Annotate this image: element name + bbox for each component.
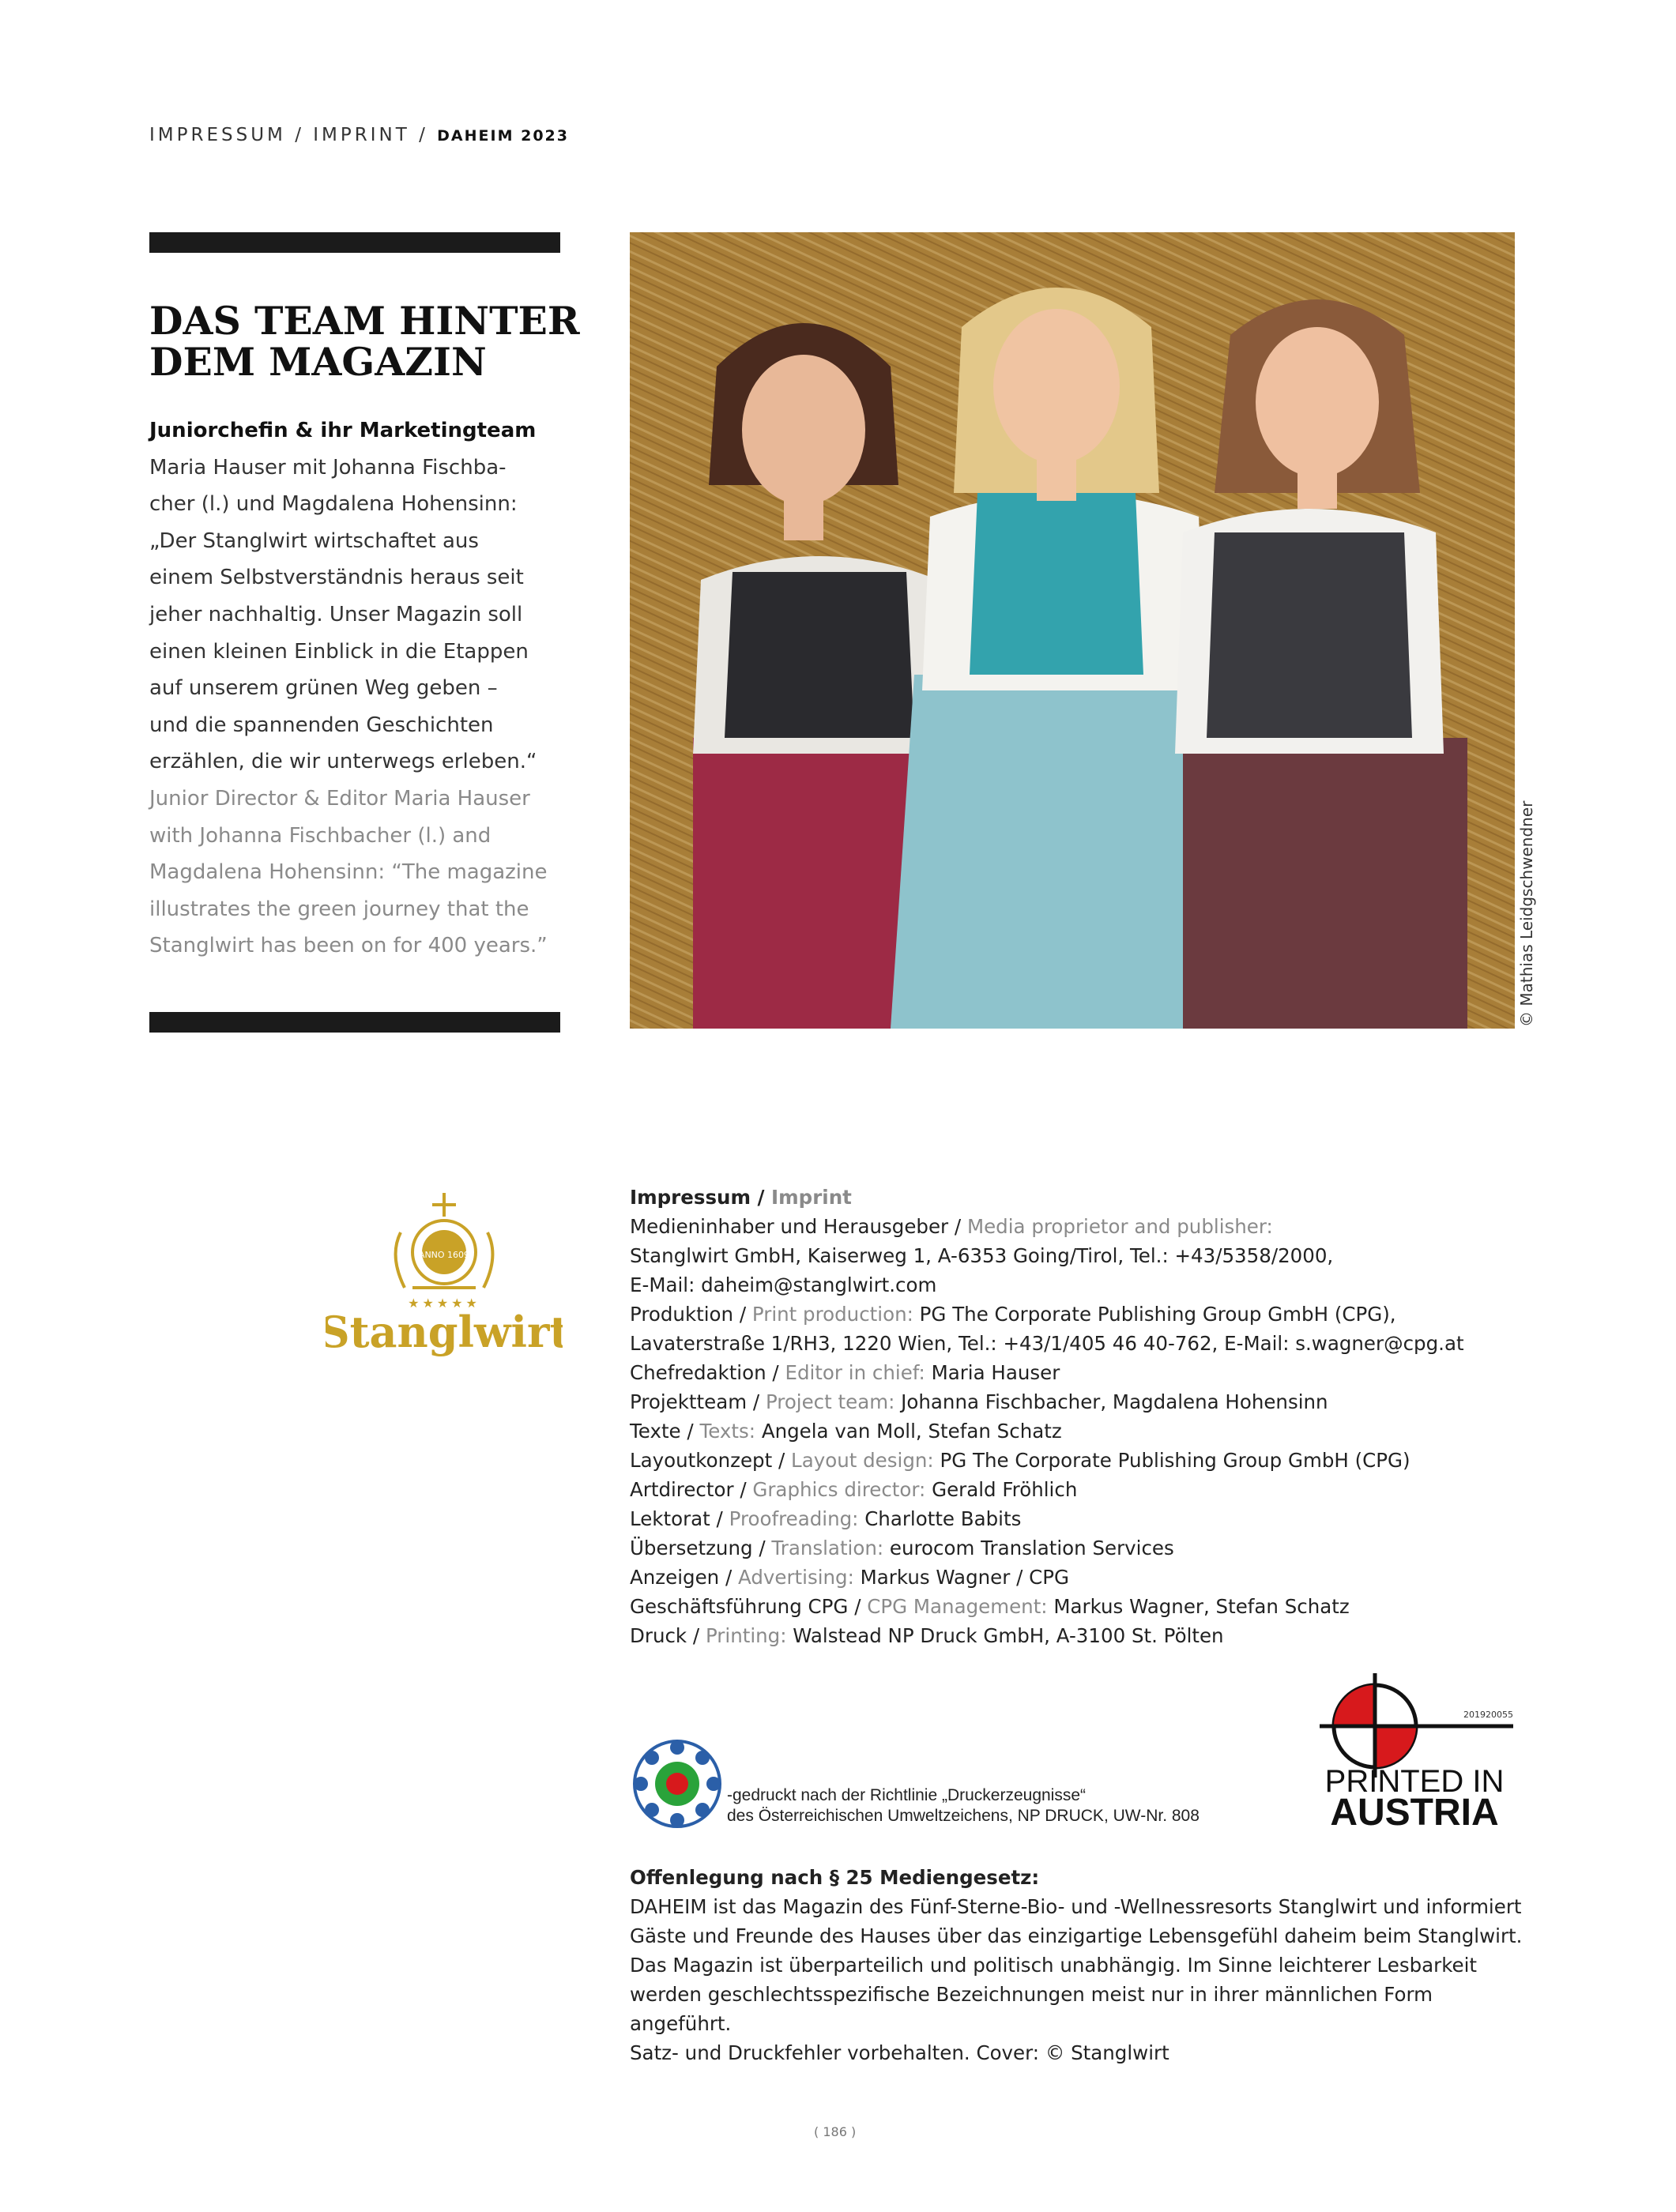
crosshair-icon <box>1312 1667 1517 1833</box>
stanglwirt-logo <box>326 1185 563 1359</box>
top-divider-bar <box>149 232 560 253</box>
photo-credit: © Mathias Leidgschwendner <box>1517 800 1536 1027</box>
imprint-row <box>630 1212 1515 1241</box>
page-number-value: 186 <box>823 2124 847 2139</box>
imprint-label-de: Anzeigen / <box>630 1566 739 1589</box>
disclosure-heading: Offenlegung nach § 25 Mediengesetz: <box>630 1866 1040 1889</box>
imprint-value: PG The Corporate Publishing Group GmbH (CPG), <box>919 1303 1396 1326</box>
imprint-value: PG The Corporate Publishing Group GmbH (CPG) <box>940 1449 1410 1472</box>
imprint-label-de: Chefredaktion / <box>630 1361 785 1384</box>
imprint-label-de: Druck / <box>630 1624 706 1647</box>
svg-text:Stanglwirt: Stanglwirt <box>326 1307 563 1357</box>
imprint-heading-en: Imprint <box>771 1186 852 1209</box>
imprint-label-en: Media proprietor and publisher: <box>966 1215 1273 1238</box>
running-header <box>149 125 569 145</box>
imprint-label-en: Project team: <box>765 1390 902 1413</box>
disclosure-line: Das Magazin ist überparteilich und politisch unabhängig. Im Sinne leichterer Lesbarkeit <box>630 1954 1478 1977</box>
imprint-label-de: Layoutkonzept / <box>630 1449 792 1472</box>
imprint-label-de: Produktion / <box>630 1303 752 1326</box>
imprint-value: Charlotte Babits <box>864 1507 1022 1530</box>
text-en-line: illustrates the green journey that the <box>149 897 529 921</box>
imprint-row <box>630 1270 1515 1300</box>
imprint-label-de: Lektorat / <box>630 1507 729 1530</box>
imprint-label-de: Texte / <box>630 1420 700 1443</box>
imprint-label-en: Translation: <box>771 1537 890 1559</box>
imprint-row <box>630 1241 1515 1270</box>
header-section: IMPRESSUM / IMPRINT / <box>149 125 438 145</box>
imprint-row <box>630 1358 1515 1387</box>
ecolabel-text <box>727 1785 1200 1826</box>
imprint-heading <box>630 1183 1515 1212</box>
imprint-value: Gerald Fröhlich <box>932 1478 1078 1501</box>
team-photo <box>630 232 1515 1029</box>
imprint-label-en: Texts: <box>699 1420 762 1443</box>
imprint-row <box>630 1592 1515 1621</box>
text-en-line: with Johanna Fischbacher (l.) and <box>149 823 492 848</box>
bottom-divider-bar <box>149 1012 560 1033</box>
imprint-block <box>630 1183 1515 1650</box>
disclosure-line: werden geschlechtsspezifische Bezeichnungen meist nur in ihrer männlichen Form angeführt. <box>630 1983 1433 2035</box>
text-de-line: erzählen, die wir unterwegs erleben.“ <box>149 750 537 774</box>
feature-intro <box>149 412 568 965</box>
imprint-value: E-Mail: daheim@stanglwirt.com <box>630 1273 937 1296</box>
text-de-line: einen kleinen Einblick in die Etappen <box>149 639 529 664</box>
imprint-label-de: Medieninhaber und Herausgeber / <box>630 1215 967 1238</box>
imprint-row <box>630 1300 1515 1329</box>
printed-in-austria-badge <box>1312 1667 1517 1833</box>
text-en-line: Magdalena Hohensinn: “The magazine <box>149 860 548 885</box>
text-en-line: Stanglwirt has been on for 400 years.” <box>149 934 548 958</box>
imprint-value: eurocom Translation Services <box>889 1537 1174 1559</box>
ecolabel-line2: des Österreichischen Umweltzeichens, NP DRUCK, UW-Nr. 808 <box>727 1807 1200 1825</box>
feature-title-line2: DEM MAGAZIN <box>149 339 487 385</box>
ecolabel-line1: -gedruckt nach der Richtlinie „Druckerzeugnisse“ <box>727 1786 1087 1804</box>
imprint-label-en: Proofreading: <box>729 1507 865 1530</box>
imprint-label-en: Print production: <box>751 1303 920 1326</box>
imprint-row <box>630 1416 1515 1446</box>
imprint-row <box>630 1329 1515 1358</box>
imprint-row <box>630 1533 1515 1563</box>
imprint-value: Stanglwirt GmbH, Kaiserweg 1, A-6353 Going/Tirol, Tel.: +43/5358/2000, <box>630 1244 1334 1267</box>
svg-text:★★★★★: ★★★★★ <box>408 1296 480 1311</box>
svg-text:AUSTRIA: AUSTRIA <box>1330 1792 1499 1833</box>
text-de-line: auf unserem grünen Weg geben – <box>149 676 498 701</box>
stanglwirt-crest-icon <box>326 1185 563 1359</box>
imprint-label-de: Geschäftsführung CPG / <box>630 1595 868 1618</box>
page-number: ( 186 ) <box>814 2124 857 2139</box>
imprint-value: Markus Wagner / CPG <box>860 1566 1069 1589</box>
svg-text:ANNO 1609: ANNO 1609 <box>418 1250 470 1260</box>
team-photo-illustration <box>630 232 1515 1029</box>
imprint-value: Angela van Moll, Stefan Schatz <box>761 1420 1062 1443</box>
imprint-row <box>630 1387 1515 1416</box>
imprint-label-en: Editor in chief: <box>785 1361 932 1384</box>
text-de-line: Maria Hauser mit Johanna Fischba- <box>149 455 507 480</box>
text-de-line: und die spannenden Geschichten <box>149 713 494 737</box>
imprint-value: Johanna Fischbacher, Magdalena Hohensinn <box>901 1390 1328 1413</box>
imprint-row <box>630 1446 1515 1475</box>
imprint-row <box>630 1504 1515 1533</box>
imprint-row <box>630 1563 1515 1592</box>
disclosure-line: DAHEIM ist das Magazin des Fünf-Sterne-Bio- und -Wellnessresorts Stanglwirt und informiert <box>630 1895 1522 1918</box>
svg-text:PRINTED IN: PRINTED IN <box>1324 1764 1505 1799</box>
imprint-value: Maria Hauser <box>931 1361 1060 1384</box>
imprint-value: Lavaterstraße 1/RH3, 1220 Wien, Tel.: +43/1/405 46 40-762, E-Mail: s.wagner@cpg.at <box>630 1332 1464 1355</box>
imprint-label-en: Layout design: <box>791 1449 940 1472</box>
disclosure-line: Gäste und Freunde des Hauses über das einzigartige Lebensgefühl daheim beim Stanglwirt. <box>630 1924 1523 1947</box>
imprint-heading-de: Impressum / <box>630 1186 772 1209</box>
imprint-row <box>630 1621 1515 1650</box>
imprint-label-en: Advertising: <box>738 1566 861 1589</box>
imprint-row <box>630 1475 1515 1504</box>
imprint-label-de: Übersetzung / <box>630 1537 772 1559</box>
imprint-label-en: Graphics director: <box>752 1478 932 1501</box>
svg-text:201920055: 201920055 <box>1463 1710 1513 1720</box>
feature-title-line1: DAS TEAM HINTER <box>149 298 580 344</box>
disclosure-line: Satz- und Druckfehler vorbehalten. Cover: © Stanglwirt <box>630 2041 1169 2064</box>
imprint-label-de: Artdirector / <box>630 1478 753 1501</box>
text-de-line: einem Selbstverständnis heraus seit <box>149 566 524 590</box>
feature-title <box>149 298 592 385</box>
imprint-label-en: Printing: <box>705 1624 793 1647</box>
austrian-ecolabel-icon <box>630 1736 725 1831</box>
text-de-line: „Der Stanglwirt wirtschaftet aus <box>149 529 479 553</box>
disclosure-block <box>630 1863 1523 2067</box>
text-de-line: cher (l.) und Magdalena Hohensinn: <box>149 492 518 517</box>
header-issue: DAHEIM 2023 <box>437 127 569 145</box>
imprint-value: Walstead NP Druck GmbH, A-3100 St. Pölten <box>793 1624 1224 1647</box>
text-en-line: Junior Director & Editor Maria Hauser <box>149 786 530 811</box>
feature-subtitle: Juniorchefin & ihr Marketingteam <box>149 419 537 442</box>
imprint-value: Markus Wagner, Stefan Schatz <box>1053 1595 1350 1618</box>
text-de-line: jeher nachhaltig. Unser Magazin soll <box>149 602 523 626</box>
imprint-label-de: Projektteam / <box>630 1390 766 1413</box>
imprint-label-en: CPG Management: <box>867 1595 1054 1618</box>
